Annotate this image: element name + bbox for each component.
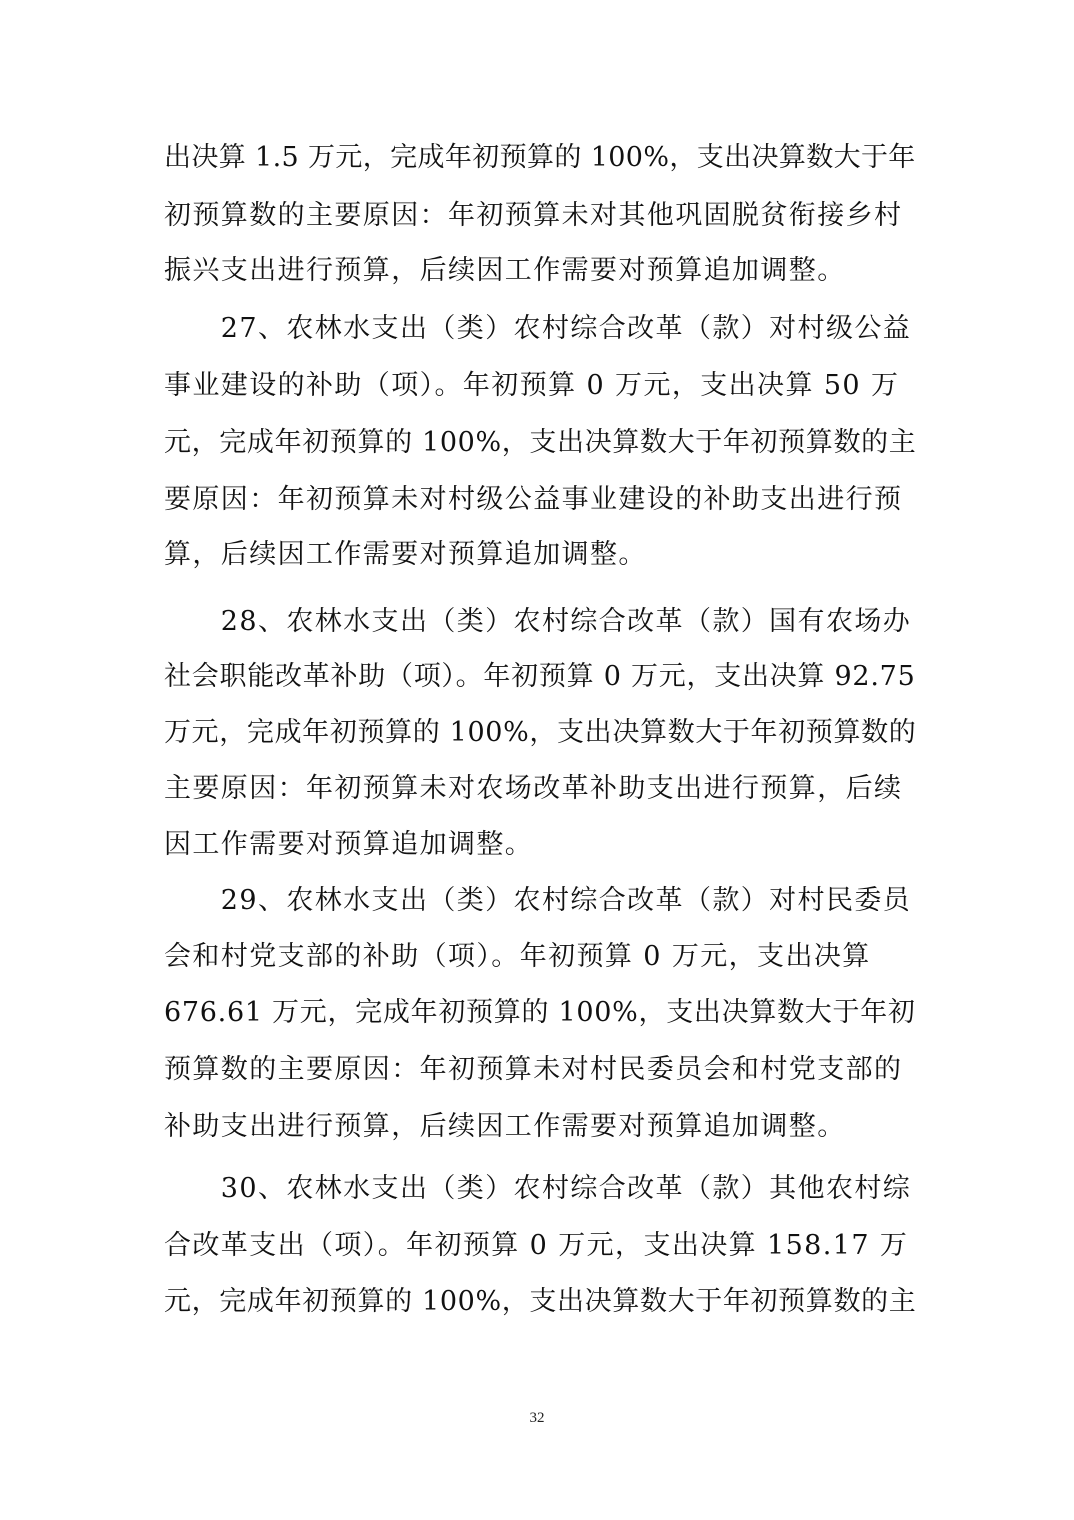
paragraph-29-line: 29、农林水支出（类）农村综合改革（款）对村民委员 — [164, 885, 912, 916]
text-line: 676.61 万元，完成年初预算的 100%，支出决算数大于年初 — [164, 997, 916, 1028]
text-line: 会和村党支部的补助（项）。年初预算 0 万元，支出决算 — [164, 941, 871, 972]
text-line: 事业建设的补助（项）。年初预算 0 万元，支出决算 50 万 — [164, 370, 900, 401]
text-line: 合改革支出（项）。年初预算 0 万元，支出决算 158.17 万 — [164, 1230, 909, 1261]
text-line: 元，完成年初预算的 100%，支出决算数大于年初预算数的主 — [164, 427, 917, 458]
text-line: 算，后续因工作需要对预算追加调整。 — [164, 539, 647, 570]
text-line: 万元，完成年初预算的 100%，支出决算数大于年初预算数的 — [164, 717, 917, 748]
text-line: 社会职能改革补助（项）。年初预算 0 万元，支出决算 92.75 — [164, 661, 916, 692]
text-line: 初预算数的主要原因：年初预算未对其他巩固脱贫衔接乡村 — [164, 200, 903, 231]
text-line: 主要原因：年初预算未对农场改革补助支出进行预算，后续 — [164, 773, 903, 804]
text-line: 因工作需要对预算追加调整。 — [164, 829, 534, 860]
text-line: 元，完成年初预算的 100%，支出决算数大于年初预算数的主 — [164, 1286, 917, 1317]
paragraph-27-line: 27、农林水支出（类）农村综合改革（款）对村级公益 — [164, 313, 912, 344]
text-line: 预算数的主要原因：年初预算未对村民委员会和村党支部的 — [164, 1054, 903, 1085]
page-number: 32 — [529, 1410, 545, 1426]
text-line: 出决算 1.5 万元，完成年初预算的 100%，支出决算数大于年 — [164, 142, 916, 173]
text-line: 要原因：年初预算未对村级公益事业建设的补助支出进行预 — [164, 484, 903, 515]
paragraph-28-line: 28、农林水支出（类）农村综合改革（款）国有农场办 — [164, 606, 912, 637]
paragraph-30-line: 30、农林水支出（类）农村综合改革（款）其他农村综 — [164, 1173, 912, 1204]
text-line: 补助支出进行预算，后续因工作需要对预算追加调整。 — [164, 1111, 846, 1142]
text-line: 振兴支出进行预算，后续因工作需要对预算追加调整。 — [164, 255, 846, 286]
